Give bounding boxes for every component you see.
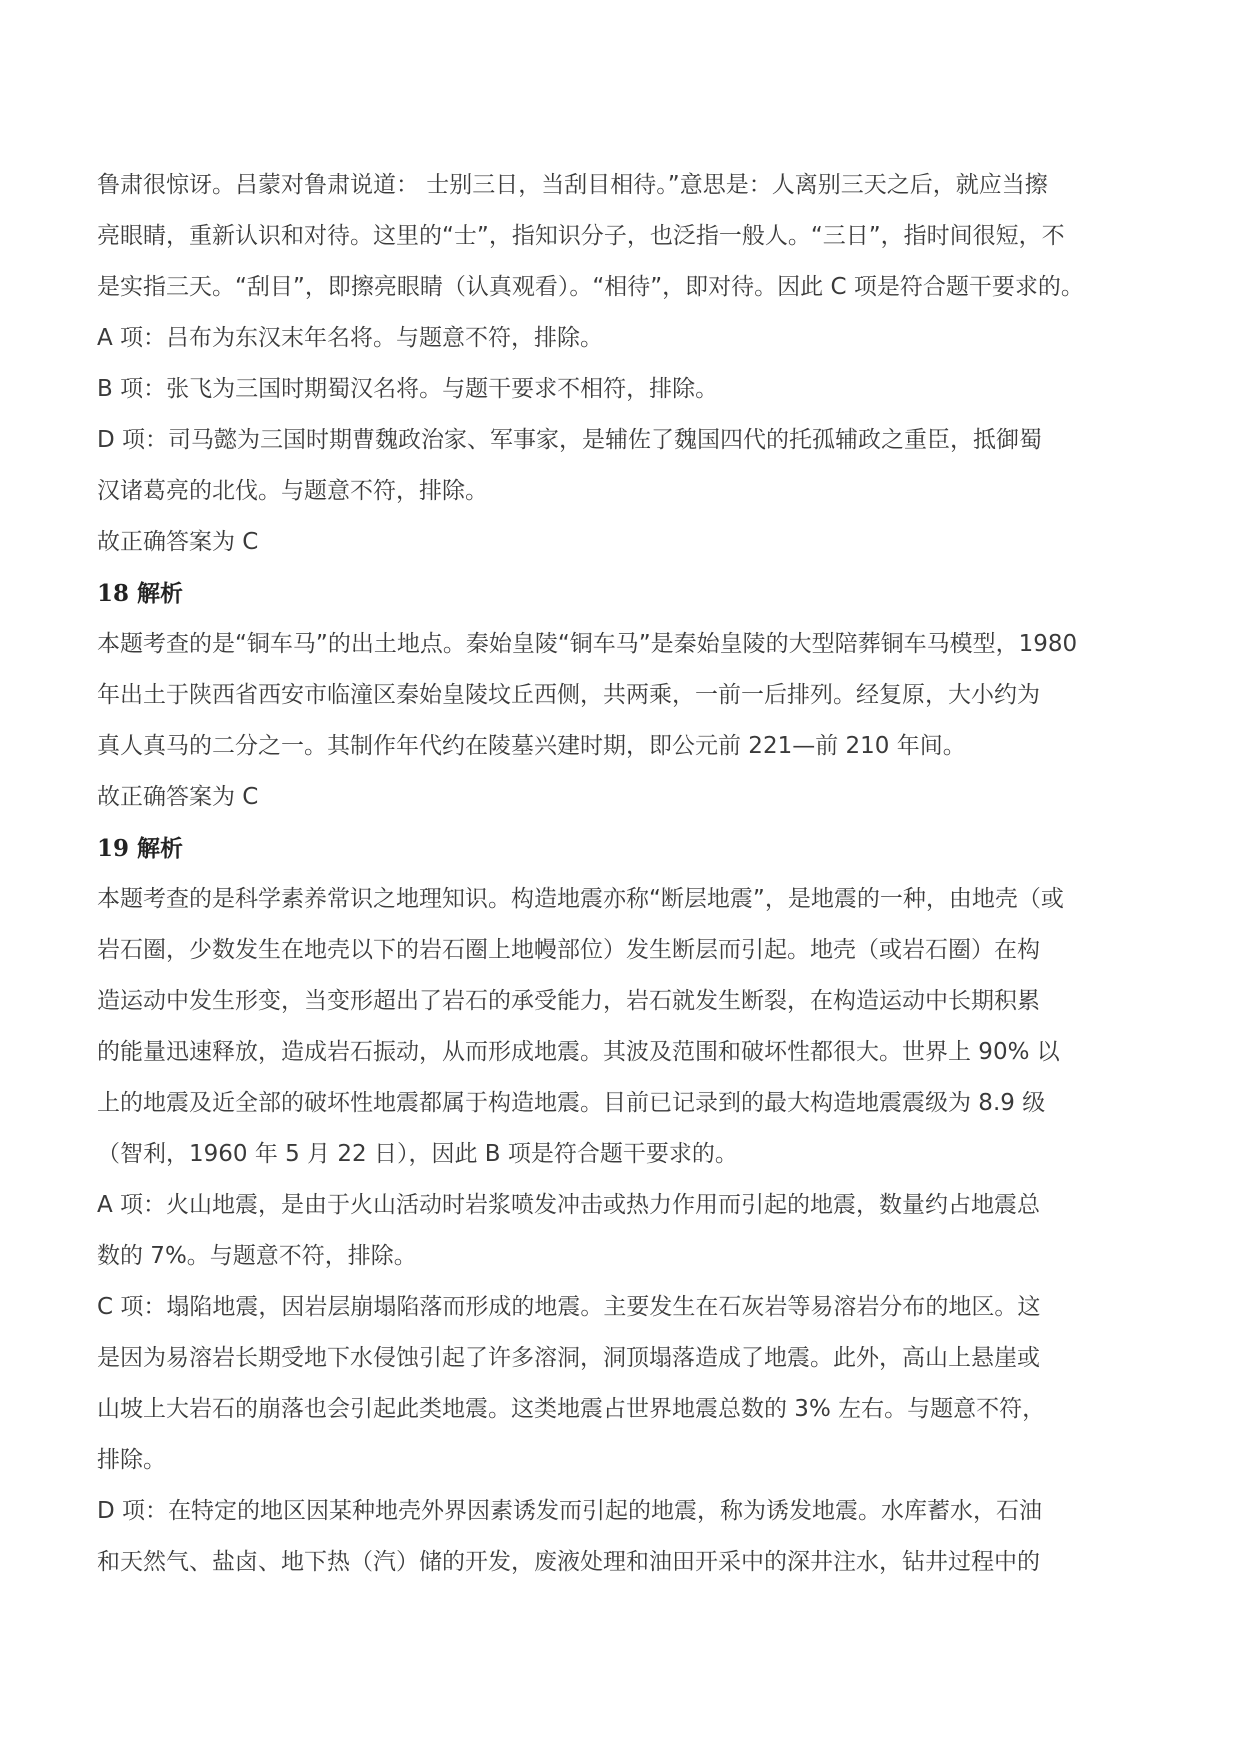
text-line: 故正确答案为 C — [97, 784, 259, 810]
text-line: A 项：火山地震，是由于火山活动时岩浆喷发冲击或热力作用而引起的地震，数量约占地震总 — [97, 1192, 1041, 1218]
text-line: 和天然气、盐卤、地下热（汽）储的开发，废液处理和油田开采中的深井注水，钻井过程中的 — [97, 1549, 1040, 1575]
paragraph — [97, 1486, 1177, 1588]
text-line: 亮眼睛，重新认识和对待。这里的“士”，指知识分子，也泛指一般人。“三日”，指时间很短，不 — [97, 223, 1065, 249]
text-line: C 项：塌陷地震，因岩层崩塌陷落而形成的地震。主要发生在石灰岩等易溶岩分布的地区。这 — [97, 1294, 1041, 1320]
heading-text: 19 解析 — [97, 835, 184, 862]
text-line: 是实指三天。“刮目”，即擦亮眼睛（认真观看）。“相待”，即对待。因此 C 项是符合题干要求的。 — [97, 274, 1084, 300]
text-line: 排除。 — [97, 1447, 166, 1473]
text-line: 真人真马的二分之一。其制作年代约在陵墓兴建时期，即公元前 221—前 210 年间。 — [97, 733, 966, 759]
section-heading — [97, 823, 1177, 874]
text-line: 年出土于陕西省西安市临潼区秦始皇陵坟丘西侧，共两乘，一前一后排列。经复原，大小约为 — [97, 682, 1040, 708]
text-line: 的能量迅速释放，造成岩石振动，从而形成地震。其波及范围和破坏性都很大。世界上 90% 以 — [97, 1039, 1060, 1065]
heading-text: 18 解析 — [97, 580, 184, 607]
document-page — [97, 160, 1177, 1588]
text-line: B 项：张飞为三国时期蜀汉名将。与题干要求不相符，排除。 — [97, 376, 719, 402]
paragraph — [97, 160, 1177, 313]
paragraph — [97, 415, 1177, 517]
text-line: （智利，1960 年 5 月 22 日），因此 B 项是符合题干要求的。 — [97, 1141, 738, 1167]
text-line: D 项：在特定的地区因某种地壳外界因素诱发而引起的地震，称为诱发地震。水库蓄水，石油 — [97, 1498, 1043, 1524]
paragraph — [97, 517, 1177, 568]
text-line: 是因为易溶岩长期受地下水侵蚀引起了许多溶洞，洞顶塌落造成了地震。此外，高山上悬崖或 — [97, 1345, 1040, 1371]
text-line: 故正确答案为 C — [97, 529, 259, 555]
text-line: 本题考查的是“铜车马”的出土地点。秦始皇陵“铜车马”是秦始皇陵的大型陪葬铜车马模型，1980 — [97, 631, 1078, 657]
paragraph — [97, 313, 1177, 364]
text-line: 数的 7%。与题意不符，排除。 — [97, 1243, 417, 1269]
text-line: 山坡上大岩石的崩落也会引起此类地震。这类地震占世界地震总数的 3% 左右。与题意不符， — [97, 1396, 1046, 1422]
text-line: A 项：吕布为东汉末年名将。与题意不符，排除。 — [97, 325, 604, 351]
text-line: D 项：司马懿为三国时期曹魏政治家、军事家，是辅佐了魏国四代的托孤辅政之重臣，抵御蜀 — [97, 427, 1043, 453]
text-line: 鲁肃很惊讶。吕蒙对鲁肃说道： 士别三日，当刮目相待。”意思是：人离别三天之后，就应当擦 — [97, 172, 1048, 198]
paragraph — [97, 619, 1177, 772]
paragraph — [97, 1180, 1177, 1282]
paragraph — [97, 1282, 1177, 1486]
text-line: 本题考查的是科学素养常识之地理知识。构造地震亦称“断层地震”，是地震的一种，由地壳（或 — [97, 886, 1064, 912]
text-line: 汉诸葛亮的北伐。与题意不符，排除。 — [97, 478, 488, 504]
text-line: 造运动中发生形变，当变形超出了岩石的承受能力，岩石就发生断裂，在构造运动中长期积累 — [97, 988, 1040, 1014]
section-heading — [97, 568, 1177, 619]
paragraph — [97, 874, 1177, 1180]
paragraph — [97, 364, 1177, 415]
paragraph — [97, 772, 1177, 823]
text-line: 上的地震及近全部的破坏性地震都属于构造地震。目前已记录到的最大构造地震震级为 8.9 级 — [97, 1090, 1046, 1116]
text-line: 岩石圈，少数发生在地壳以下的岩石圈上地幔部位）发生断层而引起。地壳（或岩石圈）在构 — [97, 937, 1040, 963]
